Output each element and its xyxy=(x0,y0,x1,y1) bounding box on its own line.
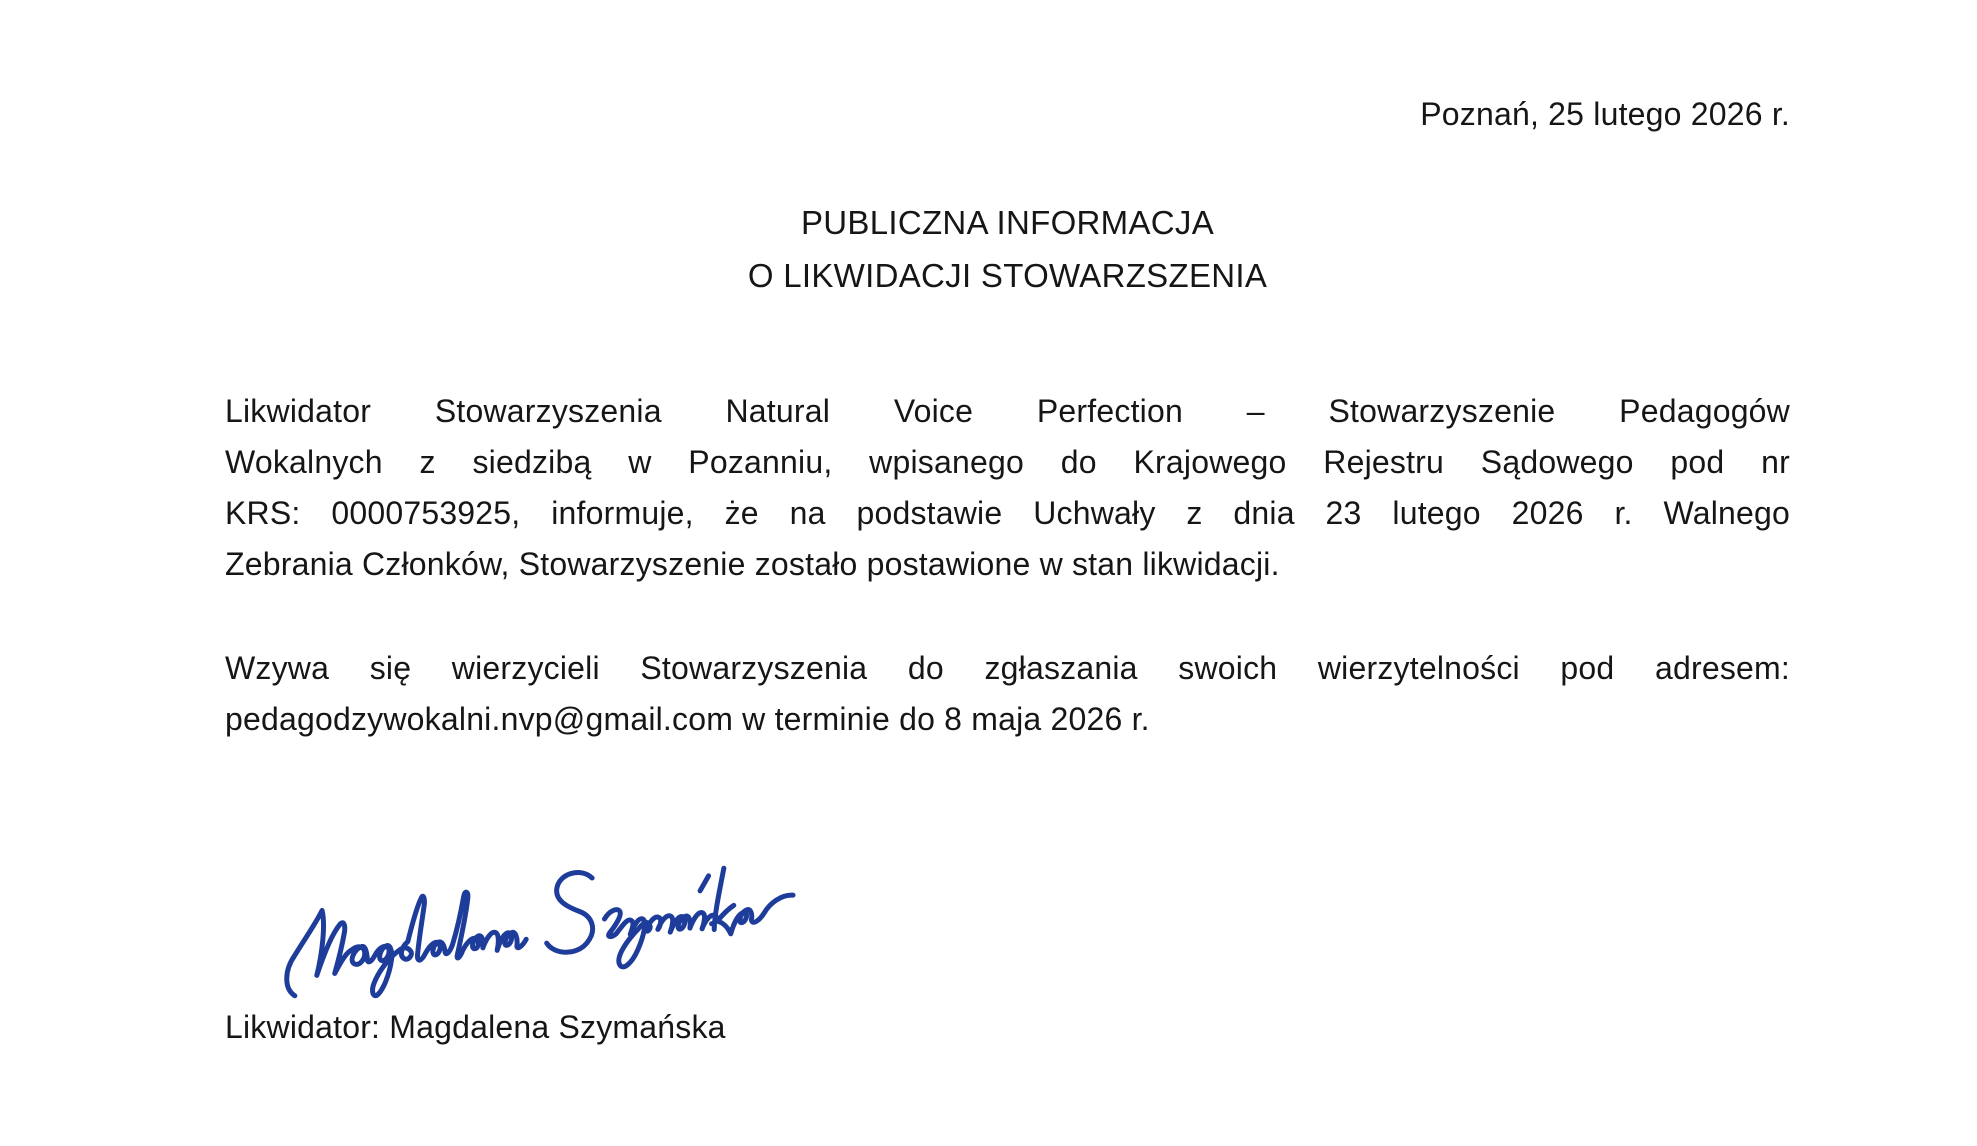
paragraph-creditors-call xyxy=(225,643,1790,745)
paragraph-line: KRS: 0000753925, informuje, że na podstawie Uchwały z dnia 23 lutego 2026 r. Walnego xyxy=(225,495,1790,531)
paragraph-line: Wzywa się wierzycieli Stowarzyszenia do zgłaszania swoich wierzytelności pod adresem: xyxy=(225,650,1790,686)
handwritten-signature xyxy=(272,858,832,1018)
signature-caption: Likwidator: Magdalena Szymańska xyxy=(225,1009,726,1045)
signature-stroke-capital-s xyxy=(540,871,600,954)
date-line: Poznań, 25 lutego 2026 r. xyxy=(1420,96,1790,132)
document-title xyxy=(225,196,1790,302)
title-line: PUBLICZNA INFORMACJA xyxy=(800,204,1215,241)
paragraph-line: Likwidator Stowarzyszenia Natural Voice Perfection – Stowarzyszenie Pedagogów xyxy=(225,393,1790,429)
paragraph-liquidation-notice xyxy=(225,386,1790,590)
paragraph-line: Wokalnych z siedzibą w Pozanniu, wpisanego do Krajowego Rejestru Sądowego pod nr xyxy=(225,444,1790,480)
paragraph-line: pedagodzywokalni.nvp@gmail.com w terminie do 8 maja 2026 r. xyxy=(225,701,1150,737)
signature-stroke-accent xyxy=(699,876,710,891)
paragraph-line: Zebrania Członków, Stowarzyszenie zostało postawione w stan likwidacji. xyxy=(225,546,1280,582)
signature-ink-drawing xyxy=(272,858,832,1018)
title-line: O LIKWIDACJI STOWARZSZENIA xyxy=(747,257,1268,294)
signature-stroke-magdalena xyxy=(280,886,531,1005)
signature-stroke-zyman xyxy=(604,899,721,968)
signature-stroke-ka-flourish xyxy=(715,895,796,935)
